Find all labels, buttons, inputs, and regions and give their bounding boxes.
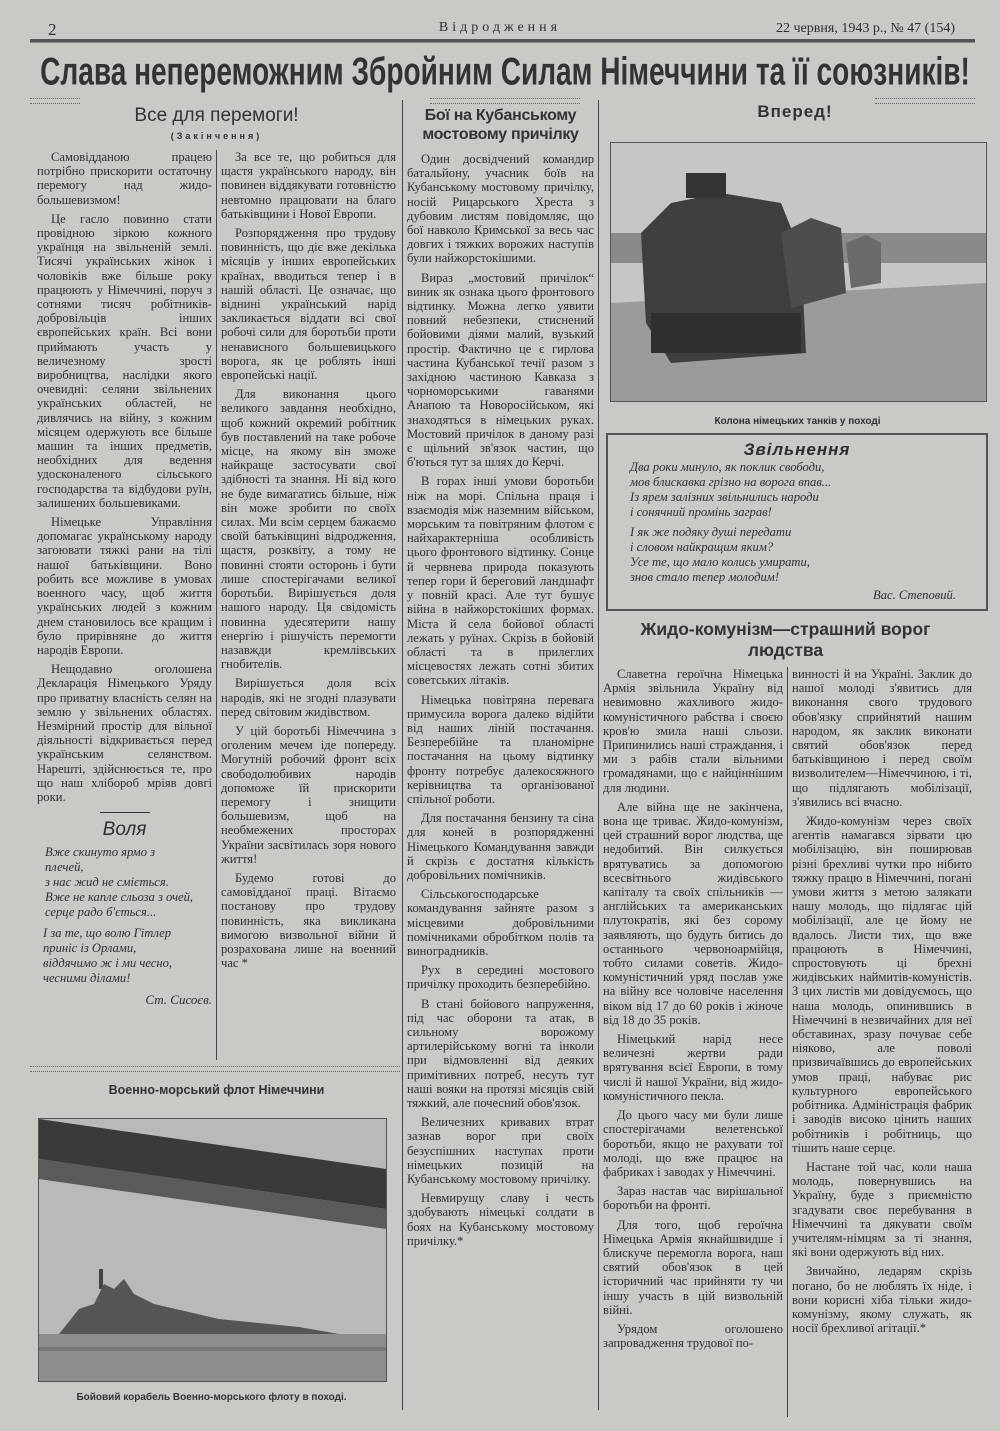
- poem-zvilnennia-box: [606, 433, 988, 611]
- paragraph: Урядом оголошено запровадження трудової по-: [603, 1321, 783, 1351]
- poem-title: Звільнення: [743, 440, 851, 459]
- poem-line: з нас жид не сміється.: [45, 875, 169, 890]
- paragraph: В стані бойового напруження, під час оборони та атак, в сильному ворожому артилерійському вогні та інколи при відмовленні від деяких примітивних потреб, несуть тут наші вояки на протязі місяців свій тяжкий, але почесний обов'язок.: [407, 996, 594, 1110]
- paragraph: Німецька повітряна перевага примусила ворога далеко відійти від наших ліній постачання. Безперебійне та планомірне постачання на цьому відтинку фронту потребує далекосяжного керівництва та організованої спільної роботи.: [407, 692, 594, 806]
- left-column-stack: [37, 150, 212, 1008]
- paragraph: Вирішується доля всіх народів, які не згодні плазувати перед світовим жидівством.: [221, 676, 396, 719]
- poem-line: віддячимо ж і ми чесно,: [43, 956, 173, 971]
- poem-line: і словом найкращим яким?: [630, 540, 774, 554]
- paragraph: Але війна ще не закінчена, вона ще триває. Жидо-комунізм, цей страшний ворог людства, ще недобитий. Він силкується врятуватись за допомогою всесвітнього жидівського капіталу та своїх спільників —англійських та американських плутократів, які без сорому заявляють, що будуть битись до останнього червоноармійця, тобто силами советів. Жидо-комуністичний уряд послав уже на війну все чоловіче населення віком від 17 до 60 років і жіноче від 18 до 35 років.: [603, 799, 783, 1027]
- paragraph: Німецьке Управління допомагає українському народу загоювати тяжкі рани на тілі нашої батьківщини. Воно робить все можливе в умовах военного часу, щоб життя українських людей з кожним днем становилось все кращим і було прирівняне до життя народів Европи.: [37, 515, 212, 657]
- article-victory-col2: [221, 150, 396, 975]
- poem-stanza: [43, 926, 212, 986]
- poem-line: приніс із Орлами,: [43, 941, 137, 956]
- page-number: 2: [48, 20, 57, 39]
- paragraph: Це гасло повинно стати провідною зіркою кожного українця на звільненій землі. Тисячі українських жінок і чоловіків вже більше року працюють у Німеччині, поруч з сотнями тисяч робітників-добровільців інших європейських країн. Всі вони приймають участь у величезному зрості виробництва, наслідки якого очевидні: селяни звільнених українських областей, не дивлячись на війну, з кожним місяцем одержують все більше машин та інших предметів, необхідних для ведення удосконаленого сільського господарства та відбудови руїн, залишених большевиками.: [37, 211, 212, 510]
- poem-author: Ст. Сисоєв.: [145, 992, 212, 1008]
- tanks-caption: Колона німецьких танків у поході: [714, 416, 881, 427]
- poem-stanza: [45, 845, 212, 920]
- battleship-image: [39, 1119, 386, 1381]
- issue-date: 22 червня, 1943 р., № 47 (154): [776, 21, 955, 36]
- article-victory-col1: [37, 150, 212, 804]
- tanks-image: [611, 143, 986, 401]
- article-title: Бої на Кубанському мостовому причілку: [422, 107, 579, 143]
- battleship-caption: Бойовий корабель Военно-морського флоту в поході.: [76, 1392, 347, 1403]
- poem-volia: [37, 812, 212, 1008]
- article-subtitle: (Закінчення): [170, 131, 263, 141]
- right-column-stack: [603, 433, 985, 1351]
- poem-line: плечей,: [45, 860, 84, 875]
- poem-title: Воля: [102, 819, 147, 841]
- paragraph: Настане той час, коли наша молодь, повернувшись на Україну, буде з приємністю згадувати своє перебування в Німеччині та дякувати своїм учителям-німцям за ті знання, які вони одержують від них.: [792, 1159, 972, 1260]
- poem-line: серце радо б'ється...: [45, 905, 157, 920]
- paragraph: Жидо-комунізм через своїх агентів намагався зірвати цю мобілізацію, він поширював різні брехливі чутки про нібито тяжку працю в Німеччині, погані умови життя з метою залякати нашу молодь, що підлягає цій мобілізації, але це йому не вдалось. Листи тих, що вже працюють в Німеччині, спростовують ці брехні жидівських наймитів-комуністів. З цих листів ми довідуємось, що наша молодь, опинившись в Німеччині в незвичайних для неї обставинах, зразу почуває себе ніяково, але поволі призвичаївшись до европейських умов праці, набуває рис культурного европейського робітника. Адміністрація фабрик і заводів високо цінить наших робітників і робітниць, що тішить наше серце.: [792, 814, 972, 1155]
- paragraph: У цій боротьбі Німеччина з оголеним мечем іде попереду. Могутній робочий фронт всіх свободолюбивих народів допоможе їй прискорити перемогу і знищити большевизм, щоб на необмежених просторах України засвітилась зоря нового життя!: [221, 723, 396, 866]
- poem-divider: [100, 812, 150, 813]
- poem-stanza: [630, 525, 976, 585]
- poem-author: Вас. Степовий.: [873, 588, 956, 602]
- poem-line: Вже не капле сльоза з очей,: [45, 890, 194, 905]
- poem-line: Усе те, що мало колись умирати,: [630, 555, 810, 569]
- vpered-title: Вперед!: [757, 102, 833, 121]
- paragraph: Рух в середині мостового причілку проходить безперебійно.: [407, 963, 594, 992]
- column-rule: [402, 100, 403, 1410]
- poem-line: знов стало тепер молодим!: [630, 570, 780, 584]
- poem-line: Два роки минуло, як поклик свободи,: [630, 460, 825, 474]
- paragraph: Самовідданою працею потрібно прискорити остаточну перемогу над жидо-большевизмом!: [37, 150, 212, 207]
- paragraph: Звичайно, ледарям скрізь погано, бо не люблять їх ніде, і вони корисні хіба тільки жидо-комунізму, якому служать, як носії брехливої агітації.*: [792, 1264, 972, 1336]
- paragraph: Величезних кривавих втрат зазнав ворог при своїх безуспішних наступах проти німецьких позицій на Кубанському мостовому причілку.: [407, 1115, 594, 1187]
- paragraph: Один досвідчений командир батальйону, учасник боїв на Кубанському мостовому причілку, носій Рицарського Хреста з дубовим листям повідомляє, що бої навколо Кримської за весь час довгих і тяжких ворожих наступів були найжорстокішими.: [407, 152, 594, 266]
- article-title: Все для перемоги!: [134, 105, 299, 126]
- poem-line: Вже скинуто ярмо з: [45, 845, 156, 860]
- paragraph: Зараз настав час вирішальної боротьби на фронті.: [603, 1184, 783, 1213]
- poem-stanza: [630, 460, 976, 520]
- middle-column-stack: [407, 106, 594, 1253]
- paragraph: винності й на Україні. Заклик до нашої молоді з'явитись для виконання свого трудового обов'язку сприйнятий нашим народом, як заклик виконати святий обов'язок перед батьківщиною і перед своїм визволителем—Німеччиною, і ті, що підлягають мобілізації, з'явились всі вчасно.: [792, 667, 972, 809]
- paragraph: Нещодавно оголошена Декларація Німецького Уряду про приватну власність селян на землю у звільнених областях. Незмірний простір для вільної діяльності відкривається перед українським селянством. Нарешті, здійснюється те, про що наш хлібороб мріяв довгі роки.: [37, 662, 212, 804]
- paragraph: До цього часу ми були лише спостерігачами велетенської боротьби, якщо не рахувати тої молоді, що вже працює на фабриках і заводах у Німеччині.: [603, 1108, 783, 1179]
- article-title: Жидо-комунізм—страшний ворог людства: [640, 619, 931, 660]
- poem-line: І за те, що волю Гітлер: [43, 926, 172, 941]
- article-zhydo-col2: [792, 667, 972, 1340]
- main-headline: Слава непереможним Збройним Силам Німеччини та її союзників!: [40, 50, 970, 94]
- navy-heading: Военно-морський флот Німеччини: [108, 1083, 325, 1097]
- paragraph: Славетна героїчна Німецька Армія звільнила Україну від невимовно жахливого жидо-комуністичного рабства і своєю кров'ю змила наші сльози. Припинились наші страждання, і ми з рабів стали вільними громадянами, що є найціннішим для людини.: [603, 667, 783, 795]
- article-kuban-body: [407, 152, 594, 1248]
- column-rule: [787, 667, 788, 1417]
- paragraph: За все те, що робиться для щастя українського народу, він повинен віддякувати готовністю невтомно працювати на благо батьківщини і Нової Европи.: [221, 150, 396, 221]
- poem-line: і сонячний промінь заграв!: [630, 505, 772, 519]
- paragraph: Німецький нарід несе величезні жертви ради врятування всієї Европи, в тому числі й нашої України, від жидо-комуністичного пекла.: [603, 1032, 783, 1103]
- paragraph: Вираз „мостовий причілок“ виник як ознака цього фронтового відтинку. Можна легко уявити повний небезпеки, стиснений бойовими діями малий, вузький простір. Фактично це є гирлова частина Кубанської течії разом з західною частиною Кавказа з чорноморськими гаванями Анапою та Новоросійськом, які знаходяться в німецьких руках. Мостовий причілок в даному разі є щільний зв'язок частин, що б'ються тут за шлях до Керчі.: [407, 270, 594, 470]
- poem-line: мов блискавка грізно на ворога впав...: [630, 475, 832, 489]
- header-rule: [30, 39, 975, 43]
- divider: [30, 1066, 400, 1072]
- column-rule: [216, 150, 217, 1060]
- paragraph: Для постачання бензину та сіна для коней в розпорядженні Німецького Командування завжди й скрізь є достатня кількість добровільних помічників.: [407, 811, 594, 882]
- article-zhydo-col1: [603, 667, 783, 1355]
- column-rule: [598, 100, 599, 1410]
- paragraph: В горах інші умови боротьби ніж на морі. Спільна праця і взаємодія між наземним військом, морським та повітряним флотом є найхарактерніша особливість цього фронтового відтинку. Сонце й червнева природа показують тепер гори й береговий ландшафт у повній красі. Але тут бушує війна в найжорстокіших формах. Міста й села бойової області лежать у руїнах. Скрізь в бойовій області та в прилеглих місцевостях лежать сотні збитих советських літаків.: [407, 474, 594, 688]
- paragraph: Сільськогосподарське командування зайняте разом з місцевими добровільними помічниками обробітком полів та виноградників.: [407, 887, 594, 958]
- paragraph: Розпорядження про трудову повинність, що діє вже декілька місяців у інших европейських країнах, вводиться тепер і в нашій області. Це означає, що віднині український нарід закликається віддати всі свої робочі сили для боротьби проти ненависного большевицького ворога, як це роблять інші европейські нації.: [221, 226, 396, 383]
- masthead: Відродження: [438, 20, 562, 35]
- paragraph: Для того, щоб героїчна Німецька Армія якнайшвидше і блискуче перемогла ворога, наш святий обов'язок в цей історичний час прийняти ту чи іншу участь в цій визвольній війні.: [603, 1217, 783, 1317]
- paragraph: Невмирущу славу і честь здобувають німецькі солдати в боях на Кубанському мостовому причілку.*: [407, 1191, 594, 1248]
- tanks-photo: [610, 142, 987, 402]
- battleship-photo: [38, 1118, 387, 1382]
- poem-line: Із ярем залізних звільнились народи: [630, 490, 819, 504]
- poem-line: чесними ділами!: [43, 971, 131, 986]
- poem-line: І як же подяку душі передати: [630, 525, 792, 539]
- paragraph: Будемо готові до самовідданої праці. Вітаємо постанову про трудову повинність, яка викликана вимогою визвольної війни й розрахована лише на военний час *: [221, 870, 396, 971]
- divider: [30, 98, 80, 104]
- paragraph: Для виконання цього великого завдання необхідно, щоб кожний окремий робітник був поставлений на таке робоче місце, на якому він зможе найкраще застосувати свої здібності та знання. Ні від кого не буде вимагатись більше, ніж він може зробити по своїх силах. Ми всім серцем бажаємо своїй батьківщині відродження, щастя, розквіту, а тому не повинні стояти осторонь і бути лише спостерігачами великої боротьби. Вирішується доля нашого народу. Ця свідомість повинна удесятерити нашу енергію і рішучість перемогти назавжди кремлівських гнобителів.: [221, 387, 396, 672]
- divider: [430, 98, 580, 104]
